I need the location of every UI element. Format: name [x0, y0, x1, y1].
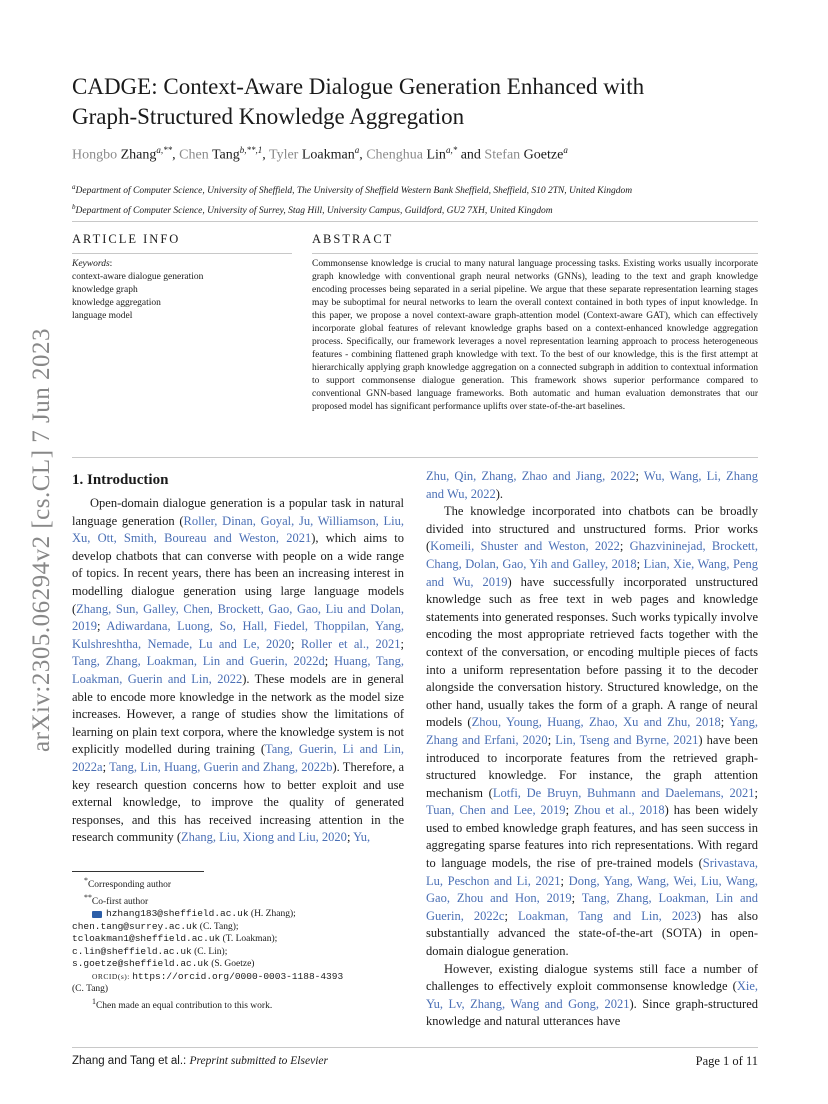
fn-corresponding: Corresponding author — [87, 880, 172, 891]
affiliation-text: Department of Computer Science, University of Surrey, Stag Hill, University Campus, Guildford, GU2 7XH, United Kingdom — [75, 206, 553, 217]
fn-cofirst: Co-first author — [91, 896, 149, 907]
author-family-name: Zhang — [120, 147, 157, 163]
abstract-bottom-rule — [72, 457, 758, 458]
article-info-heading: ARTICLE INFO — [72, 232, 181, 246]
keywords-block: Keywords: context-aware dialogue generation knowledge graph knowledge aggregation language model — [72, 258, 292, 323]
title-line-1: CADGE: Context-Aware Dialogue Generation Enhanced with — [72, 74, 645, 99]
citation-link[interactable]: Tang, Lin, Huang, Guerin and Zhang, 2022b — [109, 759, 333, 774]
arxiv-stamp-text: arXiv:2305.06294v2 [cs.CL] 7 Jun 2023 — [28, 327, 55, 753]
email-line — [72, 921, 412, 934]
orcid-who: (C. Tang) — [72, 984, 109, 995]
email-address[interactable]: tcloakman1@sheffield.ac.uk — [72, 933, 221, 945]
citation-link[interactable]: Dong, Yang, Wang, Wei, Liu, Wang, Gao, Zhou and Hon, 2019 — [426, 873, 758, 906]
intro-heading: 1. Introduction — [72, 472, 169, 488]
author-family-name: Tang — [211, 147, 240, 163]
author-given-name: Chen — [179, 147, 209, 163]
fn-equal: Chen made an equal contribution to this work. — [95, 1000, 273, 1011]
email-line — [72, 933, 412, 946]
keyword-item: knowledge aggregation — [72, 298, 161, 308]
citation-link[interactable]: Roller et al., 2021 — [300, 636, 401, 651]
citation-link[interactable]: Komeili, Shuster and Weston, 2022 — [430, 539, 620, 554]
citation-link[interactable]: Lian, Xie, Wang, Peng and Wu, 2019 — [426, 556, 758, 589]
email-owner: (T. Loakman); — [222, 934, 278, 945]
citation-link[interactable]: Tang, Guerin, Li and Lin, 2022a — [72, 742, 404, 774]
citation-link[interactable]: Wu, Wang, Li, Zhang and Wu, 2022 — [426, 469, 758, 501]
author-given-name: Hongbo — [72, 147, 118, 163]
fn-emails — [72, 908, 412, 971]
author-given-name: Chenghua — [366, 147, 423, 163]
email-address[interactable]: c.lin@sheffield.ac.uk — [72, 945, 192, 957]
keywords-label: Keywords — [72, 259, 110, 269]
affiliation-line — [72, 199, 772, 219]
arxiv-stamp — [22, 310, 62, 770]
header-rule — [72, 221, 758, 222]
article-info-rule — [72, 253, 292, 254]
intro-paragraph: Zhu, Qin, Zhang, Zhao and Jiang, 2022; Wu, Wang, Li, Zhang and Wu, 2022). — [426, 469, 758, 501]
email-owner: (C. Lin); — [194, 946, 228, 957]
keyword-list — [72, 271, 292, 323]
intro-paragraph: However, existing dialogue systems still face a number of challenges to effectively exploit commonsense knowledge (Xie, Yu, Lv, Zhang, Wang and Gong, 2021). Since graph-structured knowledge and natural utterances have — [426, 961, 759, 1029]
citation-link[interactable]: Adiwardana, Luong, So, Hall, Fiedel, Thoppilan, Yang, Kulshreshtha, Nemade, Lu and Le, 2020 — [72, 619, 404, 651]
email-address[interactable]: s.goetze@sheffield.ac.uk — [72, 958, 209, 970]
citation-link[interactable]: Zhou et al., 2018 — [574, 803, 665, 818]
keyword-item: language model — [72, 311, 133, 321]
affiliation-text: Department of Computer Science, University of Sheffield, The University of Sheffield Western Bank Sheffield, Sheffield, S10 2TN, United Kingdom — [75, 186, 633, 197]
title-line-2: Graph-Structured Knowledge Aggregation — [72, 104, 465, 129]
affiliation-mark: b — [72, 203, 76, 212]
citation-link[interactable]: Roller, Dinan, Goyal, Ju, Williamson, Liu, Xu, Ott, Smith, Boureau and Weston, 2021 — [72, 513, 404, 546]
email-address[interactable]: chen.tang@surrey.ac.uk — [72, 920, 198, 932]
author-family-name: Lin — [426, 147, 446, 163]
orcid-link[interactable]: https://orcid.org/0000-0003-1188-4393 — [132, 970, 344, 982]
citation-link[interactable]: Zhou, Young, Huang, Zhao, Xu and Zhu, 2018 — [471, 715, 721, 730]
author-family-name: Loakman — [301, 147, 355, 163]
author-marks: a — [354, 145, 360, 155]
citation-link[interactable]: Ghazvininejad, Brockett, Chang, Dolan, Gao, Yih and Galley, 2018 — [426, 539, 758, 571]
citation-link[interactable]: Zhang, Sun, Galley, Chen, Brockett, Gao, Gao, Liu and Dolan, 2019 — [72, 601, 404, 634]
citation-link[interactable]: Huang, Tang, Loakman, Guerin and Lin, 2022 — [72, 654, 404, 686]
citation-link[interactable]: Lin, Tseng and Byrne, 2021 — [555, 732, 699, 747]
citation-link[interactable]: Tang, Zhang, Loakman, Lin and Guerin, 2022d — [72, 654, 325, 669]
email-address[interactable]: hzhang183@sheffield.ac.uk — [106, 908, 249, 920]
abstract-rule — [312, 253, 758, 254]
abstract-text: Commonsense knowledge is crucial to many natural language processing tasks. Existing works usually incorporate graph knowledge with conventional graph neural networks (GNNs), leading to the text and graph knowledge encoding processes being separated in a serial pipeline. We argue that these separate representation learning stages may be suboptimal for neural networks to learn the overall context contained in both types of input knowledge. In this paper, we propose a novel context-aware graph-attention model (Context-aware GAT), which can effectively incorporate global features of relevant knowledge graphs based on a context-enhanced knowledge aggregation process. Specifically, our framework leverages a novel representation learning approach to process heterogeneous features - combining flattened graph knowledge with text. To the best of our knowledge, this is the first attempt at hierarchically applying graph knowledge aggregation on a connected subgraph in addition to contextual information to support commonsense dialogue generation. This framework shows superior performance compared to conventional GNN-based language frameworks. Both automatic and human evaluation demonstrates that our proposed model has significant performance uplifts over state-of-the-art baselines. — [312, 259, 758, 412]
citation-link[interactable]: Srivastava, Lu, Peschon and Li, 2021 — [426, 856, 758, 888]
intro-paragraph: The knowledge incorporated into chatbots can be broadly divided into structured and unstructured forms. Prior works (Komeili, Shuster and Weston, 2022; Ghazvininejad, Brockett, Chang, Dolan, Gao, Yih and Galley, 2018; Lian, Xie, Wang, Peng and Wu, 2019) have successfully incorporated unstructured knowledge such as free text in web pages and knowledge statements into generated responses. Such works typically involve encoding the most appropriate retrieved facts together with the context of the conversation, or encoding multiple pieces of facts into a uniform representation before passing it to the decoder alongside the conversation history. Structured knowledge, on the other hand, usually takes the form of a graph. A range of neural models (Zhou, Young, Huang, Zhao, Xu and Zhu, 2018; Yang, Zhang and Erfani, 2020; Lin, Tseng and Byrne, 2021) have been introduced to incorporate features from the retrieved graph-structured knowledge. For instance, the graph attention mechanism (Lotfi, De Bruyn, Buhmann and Daelemans, 2021; Tuan, Chen and Lee, 2019; Zhou et al., 2018) has been widely used to embed knowledge graph features, and has seen success in aggregating sparse features into rich representations. With regard to language models, the rise of pre-trained models (Srivastava, Lu, Peschon and Li, 2021; Dong, Yang, Wang, Wei, Liu, Wang, Gao, Zhou and Hon, 2019; Tang, Zhang, Loakman, Lin and Guerin, 2022c; Loakman, Tang and Lin, 2023) has also substantially advanced the state-of-the-art (SOTA) in open-domain dialogue generation. — [426, 504, 758, 959]
footer-left — [72, 1055, 328, 1067]
author-list: Hongbo Zhang$^{a,**}$, Chen Tang$^{b,**,1}$, Tyler Loakman$^a$, Chenghua Lin$^{a,*}$ and Stefan Goetze$^a$ — [72, 145, 568, 163]
footnote-rule — [72, 871, 204, 872]
email-line — [72, 946, 412, 959]
footer-authors: Zhang and Tang et al.: — [72, 1055, 187, 1067]
paper-title — [72, 72, 752, 132]
author-given-name: Stefan — [484, 147, 521, 163]
citation-link[interactable]: Zhu, Qin, Zhang, Zhao and Jiang, 2022 — [426, 469, 636, 483]
citation-link[interactable]: Loakman, Tang and Lin, 2023 — [518, 908, 697, 923]
author-marks: a,** — [156, 145, 173, 155]
citation-link[interactable]: Zhang, Liu, Xiong and Liu, 2020 — [180, 830, 347, 845]
orcid-label: ORCID(s): — [92, 971, 130, 981]
email-owner: (C. Tang); — [199, 921, 239, 932]
author-given-name: Tyler — [269, 147, 299, 163]
affiliation-line — [72, 179, 772, 199]
email-owner: (S. Goetze) — [211, 959, 255, 970]
author-marks: b,**,1 — [239, 145, 263, 155]
author-marks: a,* — [445, 145, 458, 155]
intro-right-column — [426, 468, 758, 1031]
footer-preprint: Preprint submitted to Elsevier — [189, 1055, 328, 1067]
footnotes: *Corresponding author **Co-first author hzhang183@sheffield.ac.uk (H. Zhang); chen.tang@surrey.ac.uk (C. Tang); tcloakman1@sheffield.ac.uk (T. Loakman); c.lin@sheffield.ac.uk (C. Lin); s.goetze@sheffield.ac.uk (S. Goetze) ORCID(s): https://orcid.org/0000-0003-1188-4393 (C. Tang) $^1$Chen made an equal contribution to this work. — [72, 875, 412, 1012]
affiliations — [72, 179, 772, 219]
abstract-heading: ABSTRACT — [312, 232, 394, 246]
author-family-name: Goetze — [523, 147, 564, 163]
author-marks: a — [563, 145, 568, 155]
citation-link[interactable]: Yang, Zhang and Erfani, 2020 — [426, 715, 758, 747]
keyword-item: context-aware dialogue generation — [72, 272, 204, 282]
citation-link[interactable]: Tuan, Chen and Lee, 2019 — [426, 803, 566, 818]
mail-icon — [92, 911, 102, 918]
citation-link[interactable]: Tang, Zhang, Loakman, Lin and Guerin, 2022c — [426, 891, 758, 923]
page-number: Page 1 of 11 — [695, 1054, 758, 1068]
intro-left-column: Open-domain dialogue generation is a popular task in natural language generation (Roller, Dinan, Goyal, Ju, Williamson, Liu, Xu, Ott, Smith, Boureau and Weston, 2021), which aims to develop chatbots that can converse with people on a wide range of topics. In recent years, there has been an increasing interest in modelling dialogue generation using large language models (Zhang, Sun, Galley, Chen, Brockett, Gao, Gao, Liu and Dolan, 2019; Adiwardana, Luong, So, Hall, Fiedel, Thoppilan, Yang, Kulshreshtha, Nemade, Lu and Le, 2020; Roller et al., 2021; Tang, Zhang, Loakman, Lin and Guerin, 2022d; Huang, Tang, Loakman, Guerin and Lin, 2022). These models are in general able to encode more knowledge in the network as the model size increases. However, a range of studies show the limitations of learning on plain text corpora, where the knowledge system is not explicitly modelled during training (Tang, Guerin, Li and Lin, 2022a; Tang, Lin, Huang, Guerin and Zhang, 2022b). Therefore, a key research question concerns how to better exploit and use external knowledge, to improve the quality of generated responses, and this has received increasing attention in the research community (Zhang, Liu, Xiong and Liu, 2020; Yu, — [72, 496, 405, 845]
citation-link[interactable]: Lotfi, De Bruyn, Buhmann and Daelemans, 2021 — [492, 785, 755, 800]
footer-rule — [72, 1047, 758, 1048]
citation-link[interactable]: Yu, — [353, 830, 371, 845]
email-line — [72, 958, 412, 971]
affiliation-mark: a — [72, 183, 76, 191]
citation-link[interactable]: Xie, Yu, Lv, Zhang, Wang and Gong, 2021 — [426, 979, 758, 1011]
keyword-item: knowledge graph — [72, 285, 138, 295]
email-owner: (H. Zhang); — [250, 909, 296, 920]
email-line — [72, 908, 412, 921]
